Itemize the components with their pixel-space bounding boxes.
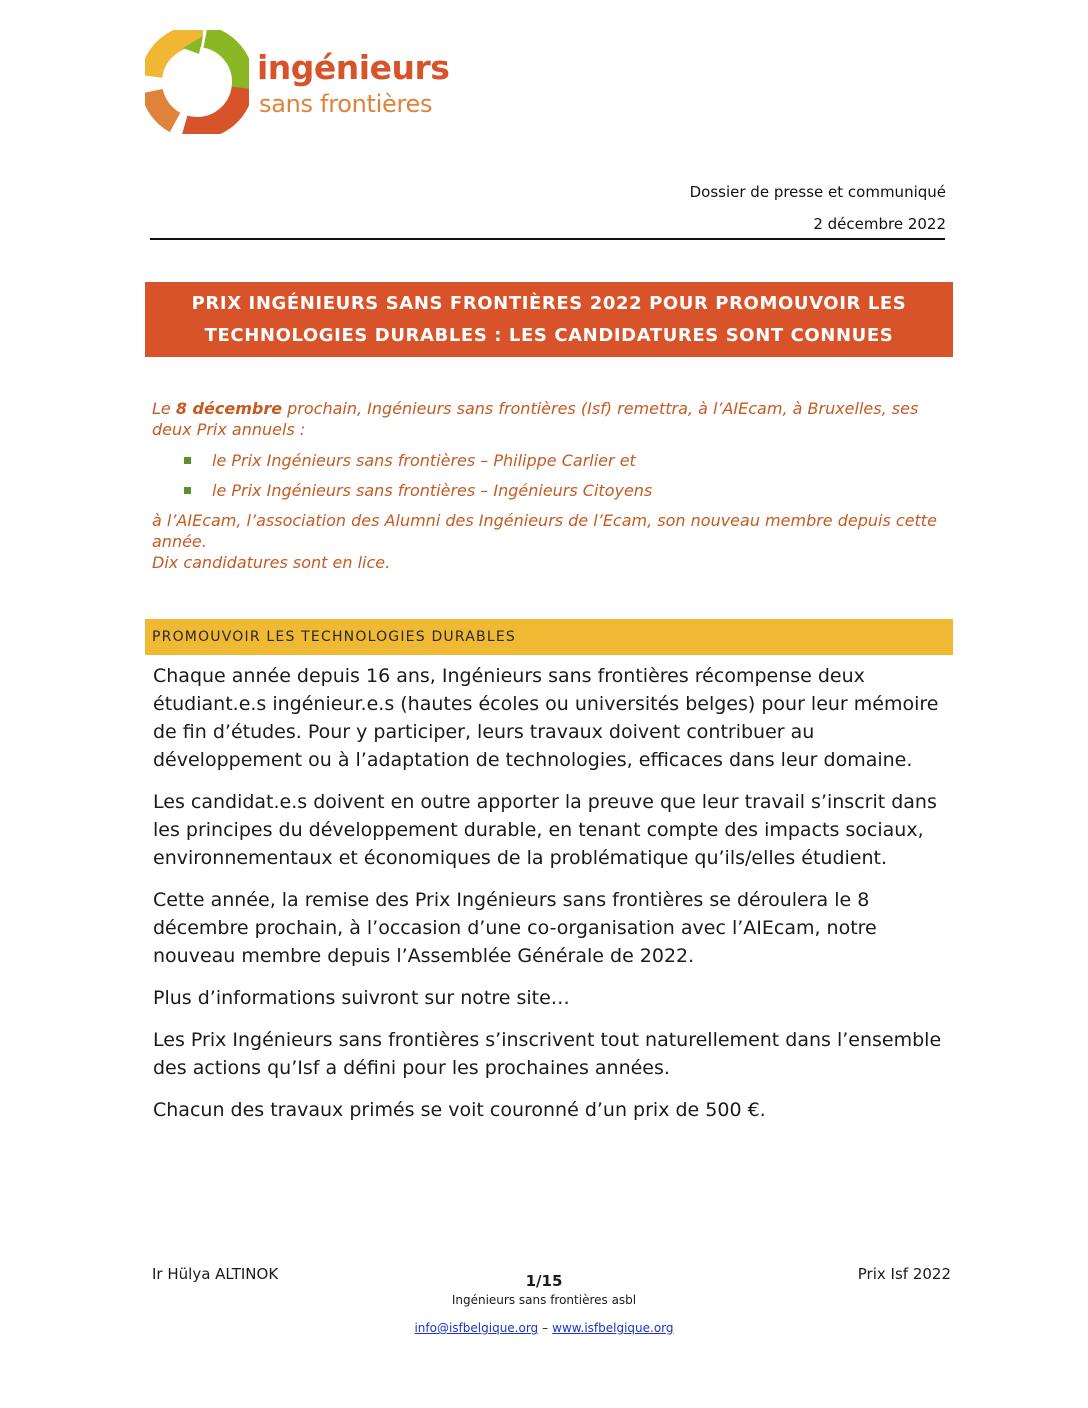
prize-list-item	[184, 480, 952, 501]
footer-separator: –	[542, 1321, 549, 1335]
prize-list-item-text: le Prix Ingénieurs sans frontières – Ingénieurs Citoyens	[212, 481, 653, 500]
intro-date-highlight: 8 décembre	[175, 399, 283, 418]
intro-text-start: Le	[152, 399, 176, 418]
header-divider	[150, 238, 945, 240]
square-bullet-icon	[184, 487, 191, 494]
website-link[interactable]: www.isfbelgique.org	[552, 1321, 674, 1335]
intro-block	[152, 398, 952, 573]
document-type: Dossier de presse et communiqué	[689, 183, 946, 201]
intro-paragraph-2: à l’AIEcam, l’association des Alumni des Ingénieurs de l’Ecam, son nouveau membre depuis cette année.	[152, 511, 937, 551]
footer-author: Ir Hülya ALTINOK	[152, 1265, 279, 1283]
footer-organization: Ingénieurs sans frontières asbl	[451, 1293, 637, 1307]
body-paragraph: Chacun des travaux primés se voit couronné d’un prix de 500 €.	[153, 1099, 766, 1121]
footer-reference: Prix Isf 2022	[857, 1265, 951, 1283]
square-bullet-icon	[184, 457, 191, 464]
section-heading-bar	[145, 619, 953, 655]
title-line-2: TECHNOLOGIES DURABLES : LES CANDIDATURES SONT CONNUES	[204, 324, 894, 346]
logo-wordmark-line2: sans frontières	[259, 90, 433, 118]
footer-links	[0, 1321, 1088, 1335]
intro-paragraph-1	[152, 398, 952, 440]
title-banner	[145, 282, 953, 357]
logo-swirl-icon	[145, 30, 249, 134]
title-line-1: PRIX INGÉNIEURS SANS FRONTIÈRES 2022 POUR PROMOUVOIR LES	[191, 292, 907, 314]
section-heading: PROMOUVOIR LES TECHNOLOGIES DURABLES	[152, 629, 516, 645]
prize-list-item-text: le Prix Ingénieurs sans frontières – Philippe Carlier et	[212, 451, 636, 470]
body-paragraph: Chaque année depuis 16 ans, Ingénieurs sans frontières récompense deux étudiant.e.s ingénieur.e.s (hautes écoles ou universités belges) pour leur mémoire de fin d’études. Pour y participer, leurs travaux doivent contribuer au développement ou à l’adaptation de technologies, efficaces dans leur domaine.	[153, 665, 939, 771]
logo-wordmark-line1: ingénieurs	[257, 48, 450, 87]
email-link[interactable]: info@isfbelgique.org	[414, 1321, 539, 1335]
intro-text-end: prochain, Ingénieurs sans frontières (Isf) remettra, à l’AIEcam, à Bruxelles, ses deux Prix annuels :	[152, 399, 919, 439]
prize-list-item	[184, 450, 952, 471]
intro-paragraph-3: Dix candidatures sont en lice.	[152, 553, 391, 572]
document-date: 2 décembre 2022	[813, 215, 946, 233]
body-paragraph: Cette année, la remise des Prix Ingénieurs sans frontières se déroulera le 8 décembre prochain, à l’occasion d’une co-organisation avec l’AIEcam, notre nouveau membre depuis l’Assemblée Générale de 2022.	[153, 889, 877, 967]
body-paragraph: Les candidat.e.s doivent en outre apporter la preuve que leur travail s’inscrit dans les principes du développement durable, en tenant compte des impacts sociaux, environnementaux et économiques de la problématique qu’ils/elles étudient.	[153, 791, 937, 869]
body-paragraph: Les Prix Ingénieurs sans frontières s’inscrivent tout naturellement dans l’ensemble des actions qu’Isf a défini pour les prochaines années.	[153, 1029, 942, 1079]
isf-logo	[145, 30, 450, 140]
prize-list	[152, 450, 952, 501]
body-paragraph: Plus d’informations suivront sur notre site…	[153, 987, 570, 1009]
page-number: 1/15	[525, 1272, 563, 1290]
body-text	[153, 662, 953, 1138]
